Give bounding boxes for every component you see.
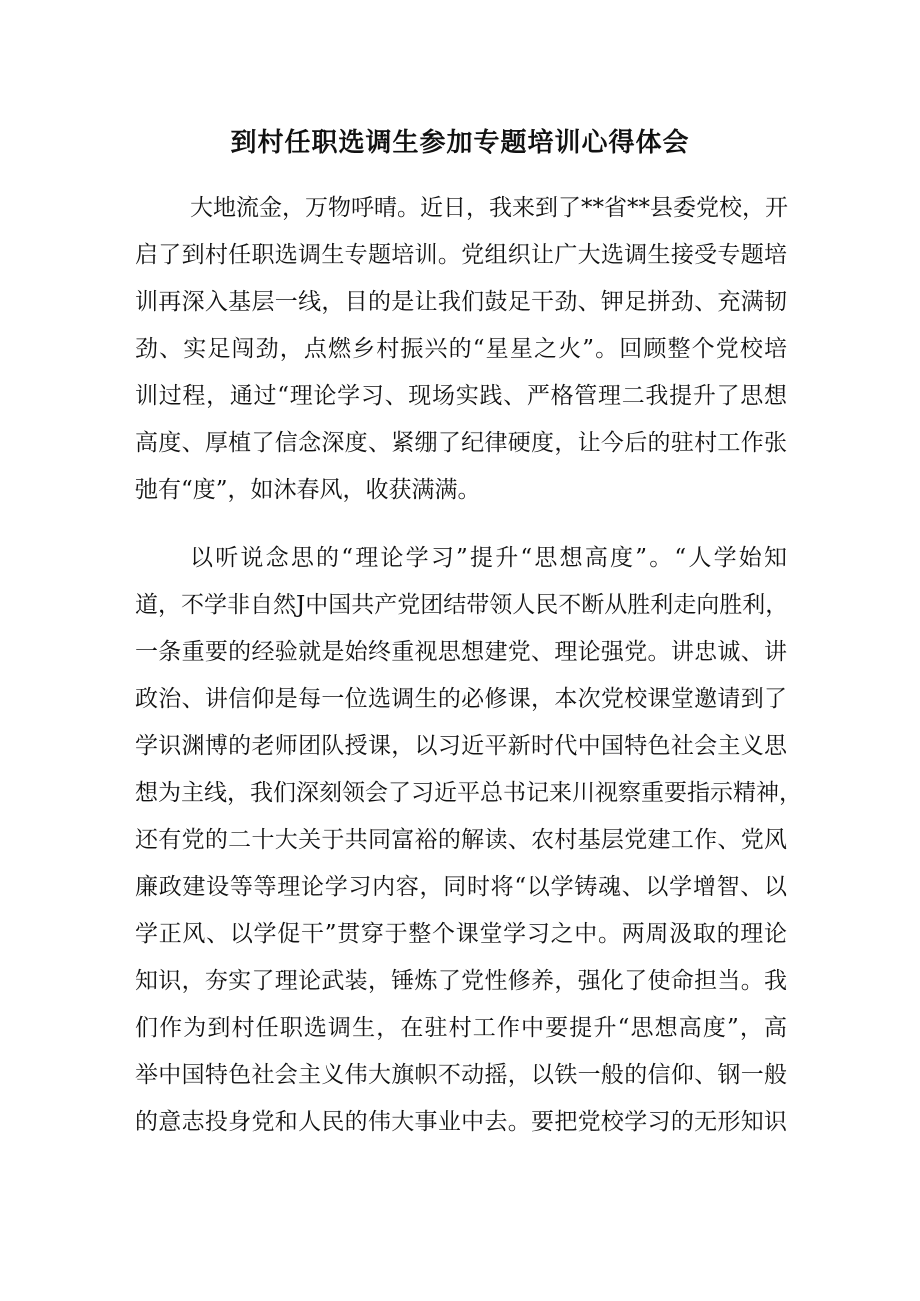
paragraph-1-line: 高度、厚植了信念深度、紧绷了纪律硬度，让今后的驻村工作张: [135, 430, 787, 456]
document-title: 到村任职选调生参加专题培训心得体会: [230, 128, 690, 158]
paragraph-2-line: 学正风、以学促干”贯穿于整个课堂学习之中。两周汲取的理论: [135, 921, 787, 947]
paragraph-1-line: 启了到村任职选调生专题培训。党组织让广大选调生接受专题培: [135, 242, 787, 268]
paragraph-2-line: 还有党的二十大关于共同富裕的解读、农村基层党建工作、党风: [135, 827, 787, 853]
paragraph-1-line: 大地流金，万物呼晴。近日，我来到了**省**县委党校，开: [190, 195, 788, 221]
paragraph-2-line: 知识，夯实了理论武装，锤炼了党性修养，强化了使命担当。我: [135, 968, 787, 994]
paragraph-1-line: 弛有“度”，如沐春风，收获满满。: [135, 477, 481, 503]
paragraph-1-line: 劲、实足闯劲，点燃乡村振兴的“星星之火”。回顾整个党校培: [135, 336, 787, 362]
paragraph-2-line: 们作为到村任职选调生，在驻村工作中要提升“思想高度”，高: [135, 1015, 787, 1041]
paragraph-2-line: 政治、讲信仰是每一位选调生的必修课，本次党校课堂邀请到了: [135, 686, 787, 712]
paragraph-2-line: 想为主线，我们深刻领会了习近平总书记来川视察重要指示精神，: [135, 780, 802, 806]
paragraph-2-line: 道，不学非自然J中国共产党团结带领人民不断从胜利走向胜利，: [135, 592, 789, 618]
paragraph-2-line: 一条重要的经验就是始终重视思想建党、理论强党。讲忠诚、讲: [135, 639, 787, 665]
paragraph-2-line: 以听说念思的“理论学习”提升“思想高度”。“人学始知: [190, 545, 787, 571]
paragraph-2-line: 廉政建设等等理论学习内容，同时将“以学铸魂、以学增智、以: [135, 874, 787, 900]
paragraph-2-line: 的意志投身党和人民的伟大事业中去。要把党校学习的无形知识: [135, 1109, 787, 1135]
paragraph-1-line: 训过程，通过“理论学习、现场实践、严格管理二我提升了思想: [135, 383, 787, 409]
paragraph-2-line: 学识渊博的老师团队授课，以习近平新时代中国特色社会主义思: [135, 733, 787, 759]
paragraph-1-line: 训再深入基层一线，目的是让我们鼓足干劲、钾足拼劲、充满韧: [135, 289, 787, 315]
paragraph-2-line: 举中国特色社会主义伟大旗帜不动摇，以铁一般的信仰、钢一般: [135, 1062, 787, 1088]
